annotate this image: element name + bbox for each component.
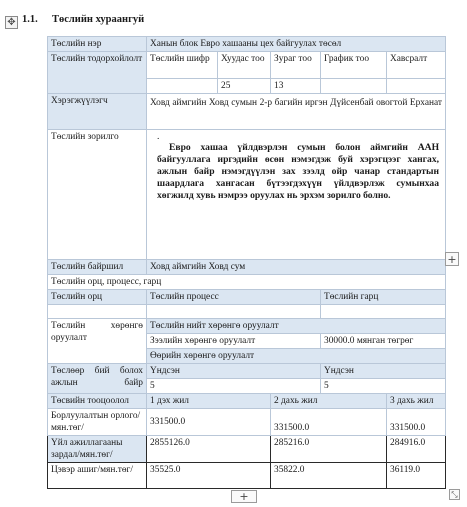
table-row	[48, 463, 446, 489]
goal-text: Евро хашаа үйлдвэрлэн сумын болон аймгийн ААН байгууллага иргэдийн өсөн нэмэгдэж буй хэрэгцээг хангах, ажлын байр нэмэгдүүлэн зах зээлд ойр чанар стандартын шаардлага хангасан бүтээгдэхүүн үйлдвэрлэж сумынхаа хөгжилд хувь нэмрээ оруулах нь эрхэм зорилго болно.	[157, 142, 440, 201]
cell-cost-y1[interactable]: 2855126.0	[147, 436, 271, 463]
table-resize-handle-icon[interactable]: ⤡	[449, 489, 460, 500]
cell-io-header-1[interactable]: Төслийн процесс	[147, 290, 321, 305]
cell-profit-y2[interactable]: 35822.0	[271, 463, 387, 489]
table-row	[48, 94, 446, 130]
cell-jobs-label[interactable]	[48, 364, 147, 394]
cell-implementer-value[interactable]	[147, 94, 446, 130]
table-row	[48, 436, 446, 463]
cell-code-value-3[interactable]	[321, 79, 387, 94]
cell-name-label[interactable]: Төслийн нэр	[48, 37, 147, 52]
cell-investment-own[interactable]: Өөрийн хөрөнгө оруулалт	[147, 349, 446, 364]
cell-plan-year-1[interactable]: 1 дэх жил	[147, 394, 271, 409]
cell-code-value-1[interactable]: 25	[218, 79, 271, 94]
table-row	[48, 409, 446, 436]
cell-cost-y3[interactable]: 284916.0	[387, 436, 446, 463]
table-row	[48, 290, 446, 305]
project-summary-table	[47, 36, 446, 489]
cell-revenue-y2[interactable]: 331500.0	[271, 409, 387, 436]
jobs-label-text: Төслөөр бий болох ажлын байр	[51, 366, 143, 388]
cell-investment-label[interactable]	[48, 319, 147, 364]
cell-jobs-out-header[interactable]: Үндсэн	[321, 364, 446, 379]
cell-revenue-label[interactable]: Борлуулалтын орлого/мян.төг/	[48, 409, 147, 436]
table-row	[48, 364, 446, 379]
cell-goal-label[interactable]: Төслийн зорилго	[48, 130, 147, 260]
cell-cost-y2[interactable]: 285216.0	[271, 436, 387, 463]
cell-code-header-0[interactable]: Төслийн шифр	[147, 52, 218, 79]
cell-plan-year-2[interactable]: 2 дахь жил	[271, 394, 387, 409]
investment-label-text: Төслийн хөрөнгө оруулалт	[51, 321, 143, 343]
goal-dot: .	[157, 131, 160, 142]
cell-io-empty-0[interactable]	[48, 305, 147, 319]
cell-io-header-0[interactable]: Төслийн орц	[48, 290, 147, 305]
cell-investment-loan-amount[interactable]: 30000.0 мянган төгрөг	[321, 334, 446, 349]
table-row	[48, 260, 446, 275]
table-row	[48, 275, 446, 290]
cell-goal-value[interactable]	[147, 130, 446, 260]
table-row	[48, 319, 446, 334]
table-row	[48, 130, 446, 260]
table-row	[48, 394, 446, 409]
cell-code-label[interactable]: Төслийн тодорхойлолт	[48, 52, 147, 94]
table-row	[48, 37, 446, 52]
cell-jobs-base-header[interactable]: Үндсэн	[147, 364, 321, 379]
cell-jobs-base-value[interactable]: 5	[147, 379, 321, 394]
cell-code-header-2[interactable]: Зураг тоо	[271, 52, 321, 79]
cell-investment-total[interactable]: Төслийн нийт хөрөнгө оруулалт	[147, 319, 446, 334]
implementer-text: Ховд аймгийн Ховд сумын 2-р багийн иргэн Дүйсенбай овогтой Ерханат	[150, 98, 443, 108]
cell-profit-label[interactable]: Цэвэр ашиг/мян.төг/	[48, 463, 147, 489]
cell-plan-year-3[interactable]: 3 дахь жил	[387, 394, 446, 409]
cell-io-empty-2[interactable]	[321, 305, 446, 319]
cell-revenue-y3[interactable]: 331500.0	[387, 409, 446, 436]
cell-name-value[interactable]: Ханын блок Евро хашааны цех байгуулах төсөл	[147, 37, 446, 52]
cell-revenue-y1[interactable]: 331500.0	[147, 409, 271, 436]
cell-io-section[interactable]: Төслийн орц, процесс, гарц	[48, 275, 446, 290]
table-move-handle-icon[interactable]: ✥	[5, 16, 18, 29]
section-title: Төслийн хураангуй	[52, 14, 145, 25]
section-number: 1.1.	[22, 14, 38, 25]
add-row-icon[interactable]: +	[231, 490, 257, 503]
cell-code-header-3[interactable]: График тоо	[321, 52, 387, 79]
cell-location-label[interactable]: Төслийн байршил	[48, 260, 147, 275]
cell-code-header-4[interactable]: Хавсралт	[387, 52, 446, 79]
section-heading	[22, 14, 144, 25]
cell-code-value-0[interactable]	[147, 79, 218, 94]
cell-io-header-2[interactable]: Төслийн гарц	[321, 290, 446, 305]
cell-code-header-1[interactable]: Хуудас тоо	[218, 52, 271, 79]
cell-plan-label[interactable]: Төсвийн тооцоолол	[48, 394, 147, 409]
cell-code-value-4[interactable]	[387, 79, 446, 94]
add-column-icon[interactable]: +	[445, 252, 459, 266]
cell-jobs-out-value[interactable]: 5	[321, 379, 446, 394]
table-row	[48, 52, 446, 79]
cell-investment-loan[interactable]: Зээлийн хөрөнгө оруулалт	[147, 334, 321, 349]
table-row	[48, 305, 446, 319]
cell-location-value[interactable]: Ховд аймгийн Ховд сум	[147, 260, 446, 275]
cell-code-value-2[interactable]: 13	[271, 79, 321, 94]
cell-cost-label[interactable]: Үйл ажиллагааны зардал/мян.төг/	[48, 436, 147, 463]
cell-profit-y1[interactable]: 35525.0	[147, 463, 271, 489]
cell-io-empty-1[interactable]	[147, 305, 321, 319]
cell-implementer-label[interactable]: Хэрэгжүүлэгч	[48, 94, 147, 130]
cell-profit-y3[interactable]: 36119.0	[387, 463, 446, 489]
